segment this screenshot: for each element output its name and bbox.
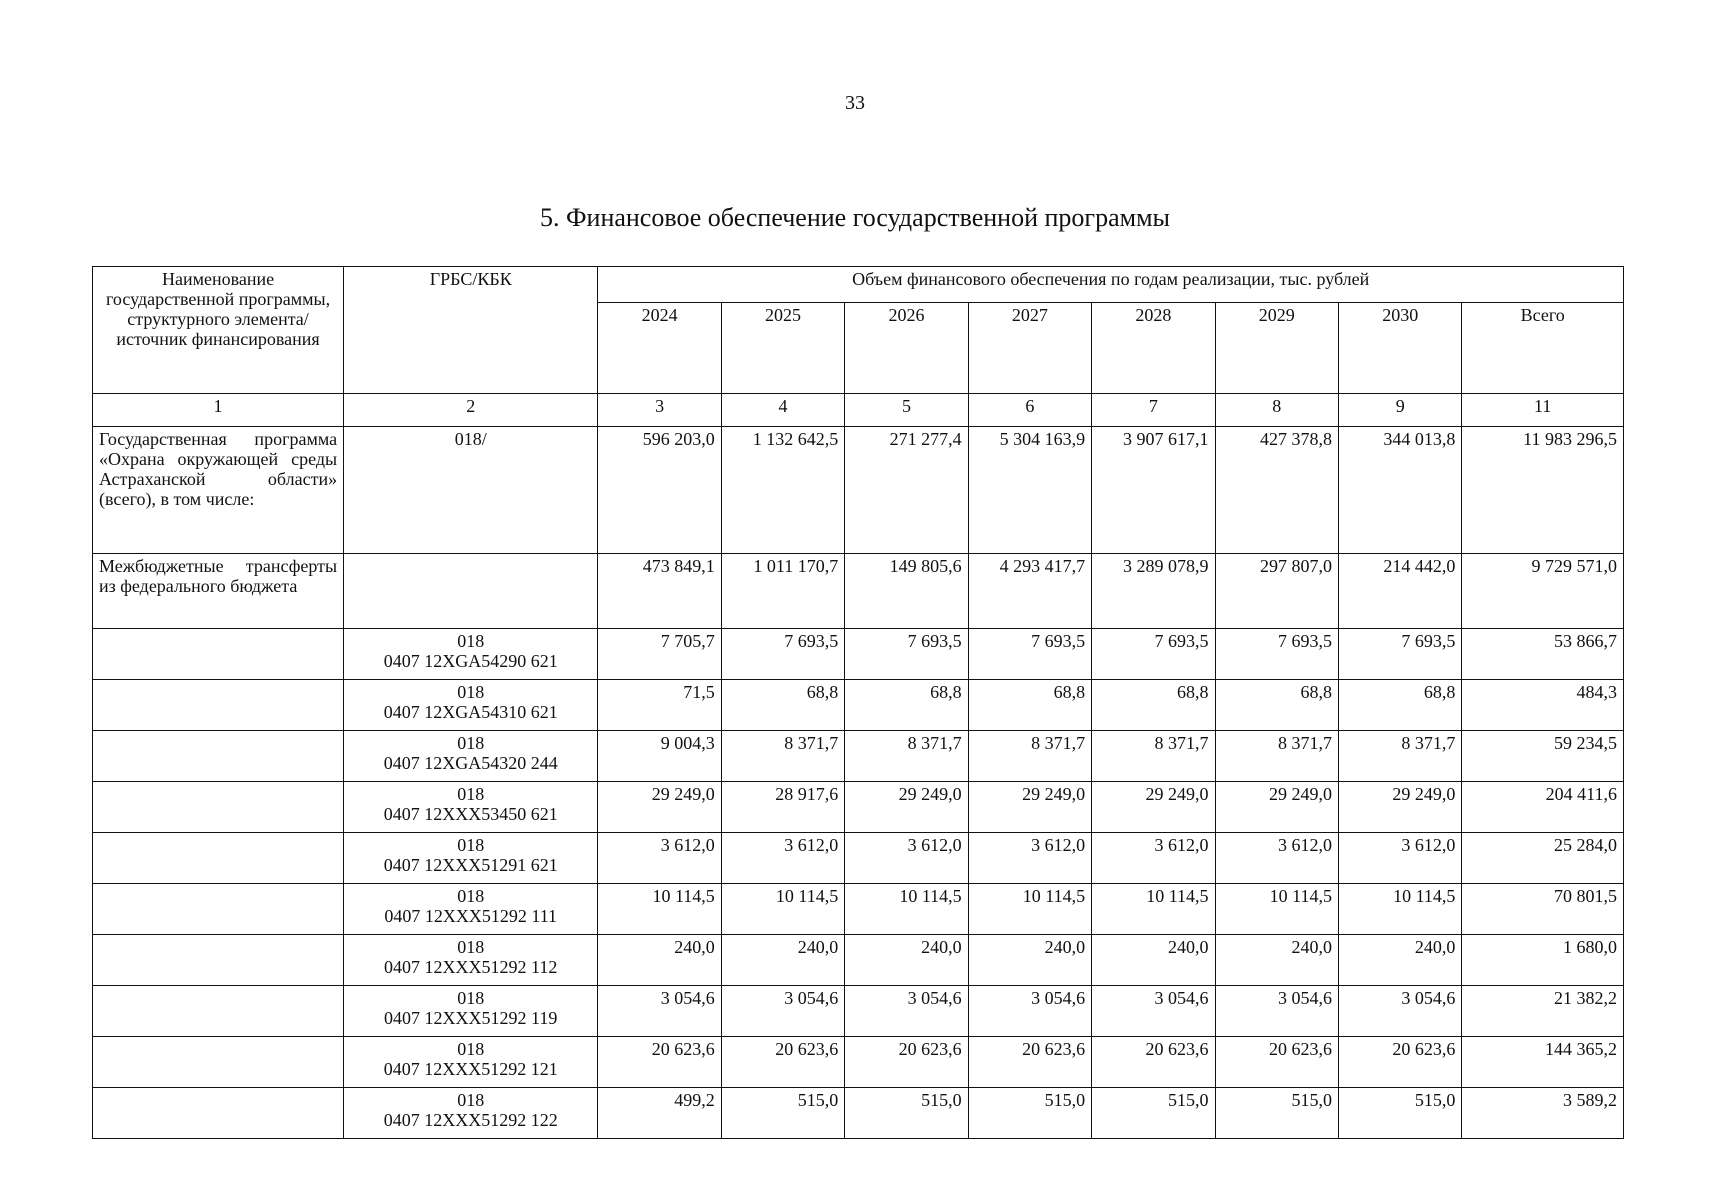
row-value-cell: 10 114,5	[598, 884, 721, 935]
header-kbk-column: ГРБС/КБК	[344, 267, 598, 394]
row-value-cell: 596 203,0	[598, 427, 721, 554]
kbk-grbs-code: 018	[457, 937, 485, 957]
row-value-cell: 7 693,5	[721, 629, 844, 680]
row-value-cell: 20 623,6	[968, 1037, 1091, 1088]
column-numbers-row	[93, 394, 1624, 427]
row-kbk-cell	[344, 782, 598, 833]
row-value-cell: 29 249,0	[1092, 782, 1215, 833]
row-name-cell	[93, 782, 344, 833]
header-year-2030: 2030	[1338, 303, 1461, 394]
row-value-cell: 240,0	[968, 935, 1091, 986]
row-name-cell: Государственная программа «Охрана окружающей среды Астраханской области» (всего), в том числе:	[93, 427, 344, 554]
row-value-cell: 240,0	[721, 935, 844, 986]
table-row	[93, 986, 1624, 1037]
row-value-cell: 10 114,5	[1338, 884, 1461, 935]
header-year-2027: 2027	[968, 303, 1091, 394]
row-name-cell	[93, 986, 344, 1037]
row-kbk-cell	[344, 680, 598, 731]
row-value-cell: 4 293 417,7	[968, 554, 1091, 629]
column-number-cell: 8	[1215, 394, 1338, 427]
row-value-cell: 8 371,7	[1215, 731, 1338, 782]
table-row	[93, 554, 1624, 629]
row-value-cell: 9 004,3	[598, 731, 721, 782]
row-value-cell: 271 277,4	[845, 427, 968, 554]
row-value-cell: 214 442,0	[1338, 554, 1461, 629]
column-number-cell: 3	[598, 394, 721, 427]
row-value-cell: 29 249,0	[845, 782, 968, 833]
row-value-cell: 7 705,7	[598, 629, 721, 680]
row-value-cell: 68,8	[721, 680, 844, 731]
row-value-cell: 10 114,5	[1215, 884, 1338, 935]
financing-table	[92, 266, 1624, 1139]
row-name-cell	[93, 629, 344, 680]
row-value-cell: 515,0	[845, 1088, 968, 1139]
row-kbk-cell	[344, 629, 598, 680]
row-value-cell: 240,0	[1215, 935, 1338, 986]
row-value-cell: 20 623,6	[721, 1037, 844, 1088]
row-total-cell: 484,3	[1462, 680, 1624, 731]
kbk-classification-code: 0407 12XXX51292 121	[383, 1059, 558, 1079]
row-value-cell: 515,0	[721, 1088, 844, 1139]
row-value-cell: 8 371,7	[1092, 731, 1215, 782]
row-value-cell: 8 371,7	[721, 731, 844, 782]
kbk-classification-code: 0407 12XXX51292 112	[384, 957, 558, 977]
row-value-cell: 1 011 170,7	[721, 554, 844, 629]
header-volume-caption: Объем финансового обеспечения по годам реализации, тыс. рублей	[598, 267, 1624, 303]
kbk-grbs-code: 018	[457, 1039, 485, 1059]
column-number-cell: 9	[1338, 394, 1461, 427]
kbk-classification-code: 0407 12XGA54320 244	[383, 753, 558, 773]
table-row	[93, 935, 1624, 986]
row-value-cell: 10 114,5	[968, 884, 1091, 935]
row-value-cell: 240,0	[598, 935, 721, 986]
kbk-grbs-code: 018	[457, 1090, 485, 1110]
row-total-cell: 204 411,6	[1462, 782, 1624, 833]
column-number-cell: 4	[721, 394, 844, 427]
row-value-cell: 68,8	[968, 680, 1091, 731]
row-kbk-cell	[344, 427, 598, 554]
row-value-cell: 3 612,0	[1092, 833, 1215, 884]
row-value-cell: 8 371,7	[968, 731, 1091, 782]
table-row	[93, 629, 1624, 680]
table-row	[93, 1037, 1624, 1088]
row-value-cell: 7 693,5	[1092, 629, 1215, 680]
row-kbk-cell	[344, 554, 598, 629]
row-value-cell: 3 907 617,1	[1092, 427, 1215, 554]
row-value-cell: 8 371,7	[845, 731, 968, 782]
column-number-cell: 6	[968, 394, 1091, 427]
row-kbk-cell	[344, 935, 598, 986]
row-value-cell: 240,0	[1338, 935, 1461, 986]
kbk-classification-code: 0407 12XXX51292 111	[384, 906, 558, 926]
row-value-cell: 8 371,7	[1338, 731, 1461, 782]
row-value-cell: 20 623,6	[1215, 1037, 1338, 1088]
header-year-2025: 2025	[721, 303, 844, 394]
row-value-cell: 68,8	[1338, 680, 1461, 731]
table-row	[93, 884, 1624, 935]
row-value-cell: 68,8	[1215, 680, 1338, 731]
row-kbk-cell	[344, 986, 598, 1037]
row-name-cell	[93, 1088, 344, 1139]
row-kbk-cell	[344, 833, 598, 884]
row-total-cell: 1 680,0	[1462, 935, 1624, 986]
header-year-2028: 2028	[1092, 303, 1215, 394]
row-total-cell: 3 589,2	[1462, 1088, 1624, 1139]
row-value-cell: 29 249,0	[1338, 782, 1461, 833]
kbk-grbs-code: 018	[457, 682, 485, 702]
row-value-cell: 240,0	[1092, 935, 1215, 986]
row-kbk-cell	[344, 731, 598, 782]
row-total-cell: 11 983 296,5	[1462, 427, 1624, 554]
header-year-2026: 2026	[845, 303, 968, 394]
row-value-cell: 20 623,6	[1338, 1037, 1461, 1088]
row-total-cell: 70 801,5	[1462, 884, 1624, 935]
row-total-cell: 25 284,0	[1462, 833, 1624, 884]
kbk-grbs-code: 018	[457, 631, 485, 651]
table-row	[93, 782, 1624, 833]
row-value-cell: 29 249,0	[968, 782, 1091, 833]
column-number-cell: 1	[93, 394, 344, 427]
row-value-cell: 344 013,8	[1338, 427, 1461, 554]
row-name-cell	[93, 1037, 344, 1088]
row-value-cell: 3 289 078,9	[1092, 554, 1215, 629]
kbk-grbs-code: 018	[457, 733, 485, 753]
section-title: 5. Финансовое обеспечение государственной программы	[539, 203, 1171, 232]
header-year-2029: 2029	[1215, 303, 1338, 394]
row-value-cell: 10 114,5	[1092, 884, 1215, 935]
kbk-classification-code: 0407 12XXX51291 621	[383, 855, 558, 875]
kbk-classification-code: 0407 12XXX53450 621	[383, 804, 558, 824]
row-value-cell: 515,0	[968, 1088, 1091, 1139]
kbk-grbs-code: 018	[457, 835, 485, 855]
row-total-cell: 144 365,2	[1462, 1037, 1624, 1088]
column-number-cell: 2	[344, 394, 598, 427]
row-value-cell: 29 249,0	[598, 782, 721, 833]
row-value-cell: 28 917,6	[721, 782, 844, 833]
row-name-cell	[93, 884, 344, 935]
row-value-cell: 7 693,5	[845, 629, 968, 680]
row-name-cell: Межбюджетные трансферты из федерального бюджета	[93, 554, 344, 629]
row-value-cell: 7 693,5	[968, 629, 1091, 680]
row-value-cell: 515,0	[1092, 1088, 1215, 1139]
row-value-cell: 3 612,0	[1215, 833, 1338, 884]
row-value-cell: 68,8	[845, 680, 968, 731]
row-value-cell: 20 623,6	[845, 1037, 968, 1088]
row-value-cell: 3 054,6	[1215, 986, 1338, 1037]
table-header	[93, 267, 1624, 394]
row-name-cell	[93, 731, 344, 782]
row-value-cell: 10 114,5	[721, 884, 844, 935]
row-value-cell: 515,0	[1215, 1088, 1338, 1139]
row-value-cell: 3 054,6	[721, 986, 844, 1037]
kbk-grbs-code: 018	[457, 988, 485, 1008]
row-value-cell: 3 612,0	[968, 833, 1091, 884]
row-value-cell: 7 693,5	[1215, 629, 1338, 680]
kbk-grbs-code: 018/	[454, 429, 487, 449]
row-value-cell: 68,8	[1092, 680, 1215, 731]
financing-table-container	[92, 266, 1624, 1139]
table-row	[93, 1088, 1624, 1139]
row-value-cell: 3 054,6	[598, 986, 721, 1037]
row-value-cell: 515,0	[1338, 1088, 1461, 1139]
row-value-cell: 499,2	[598, 1088, 721, 1139]
row-value-cell: 10 114,5	[845, 884, 968, 935]
row-kbk-cell	[344, 1088, 598, 1139]
table-body	[93, 394, 1624, 1139]
row-value-cell: 20 623,6	[598, 1037, 721, 1088]
row-name-cell	[93, 935, 344, 986]
kbk-classification-code: 0407 12XGA54310 621	[383, 702, 558, 722]
column-number-cell: 7	[1092, 394, 1215, 427]
kbk-grbs-code: 018	[457, 886, 485, 906]
kbk-classification-code: 0407 12XXX51292 122	[383, 1110, 558, 1130]
row-name-cell	[93, 680, 344, 731]
page-number: 33	[845, 92, 865, 114]
row-value-cell: 3 612,0	[845, 833, 968, 884]
row-total-cell: 9 729 571,0	[1462, 554, 1624, 629]
header-year-2024: 2024	[598, 303, 721, 394]
row-value-cell: 71,5	[598, 680, 721, 731]
header-year-total: Всего	[1462, 303, 1624, 394]
row-total-cell: 21 382,2	[1462, 986, 1624, 1037]
row-value-cell: 29 249,0	[1215, 782, 1338, 833]
header-name-column: Наименование государственной программы, структурного элемента/источник финансирования	[93, 267, 344, 394]
row-value-cell: 240,0	[845, 935, 968, 986]
row-total-cell: 53 866,7	[1462, 629, 1624, 680]
table-row	[93, 731, 1624, 782]
row-value-cell: 1 132 642,5	[721, 427, 844, 554]
kbk-classification-code: 0407 12XXX51292 119	[384, 1008, 558, 1028]
row-value-cell: 5 304 163,9	[968, 427, 1091, 554]
row-total-cell: 59 234,5	[1462, 731, 1624, 782]
row-value-cell: 149 805,6	[845, 554, 968, 629]
table-row	[93, 427, 1624, 554]
row-value-cell: 3 612,0	[598, 833, 721, 884]
row-value-cell: 427 378,8	[1215, 427, 1338, 554]
row-name-cell	[93, 833, 344, 884]
row-value-cell: 3 054,6	[1338, 986, 1461, 1037]
row-value-cell: 3 054,6	[968, 986, 1091, 1037]
row-value-cell: 7 693,5	[1338, 629, 1461, 680]
row-value-cell: 3 612,0	[721, 833, 844, 884]
row-value-cell: 297 807,0	[1215, 554, 1338, 629]
row-value-cell: 20 623,6	[1092, 1037, 1215, 1088]
row-value-cell: 3 054,6	[845, 986, 968, 1037]
kbk-classification-code: 0407 12XGA54290 621	[383, 651, 558, 671]
table-row	[93, 680, 1624, 731]
row-value-cell: 473 849,1	[598, 554, 721, 629]
column-number-cell: 5	[845, 394, 968, 427]
row-value-cell: 3 612,0	[1338, 833, 1461, 884]
row-kbk-cell	[344, 1037, 598, 1088]
row-kbk-cell	[344, 884, 598, 935]
kbk-grbs-code: 018	[457, 784, 485, 804]
table-row	[93, 833, 1624, 884]
row-value-cell: 3 054,6	[1092, 986, 1215, 1037]
column-number-cell: 11	[1462, 394, 1624, 427]
